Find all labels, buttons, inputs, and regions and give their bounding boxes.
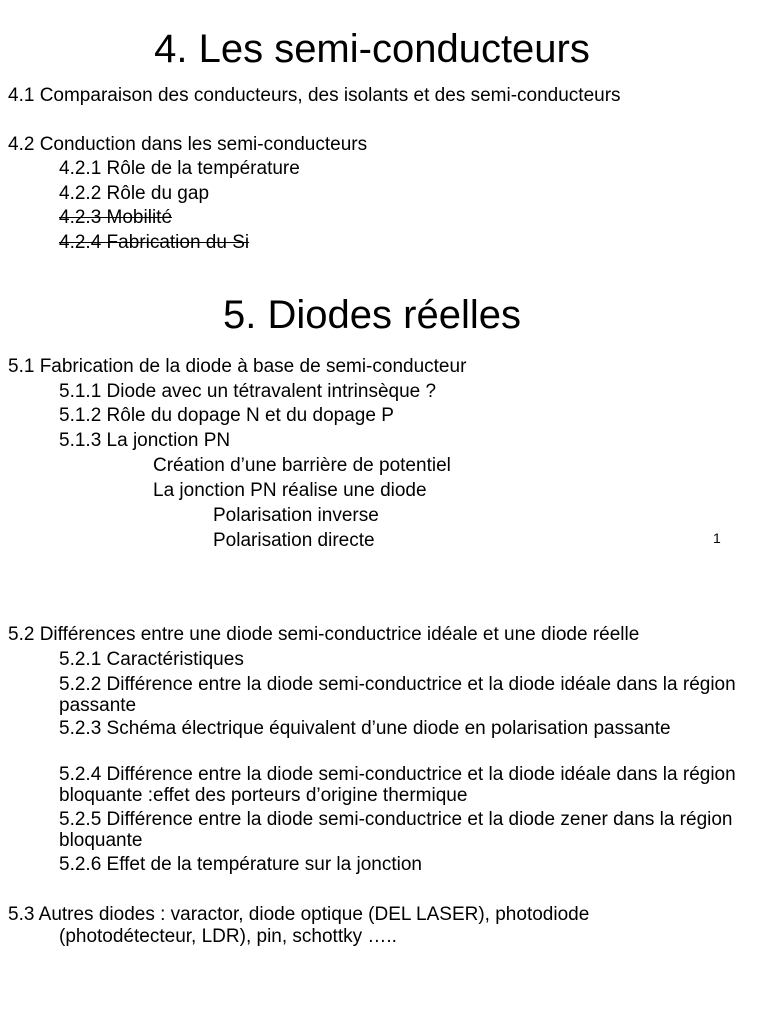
item-5-1-1: 5.1.1 Diode avec un tétravalent intrinsèque ?	[59, 381, 437, 402]
item-4-1: 4.1 Comparaison des conducteurs, des isolants et des semi-conducteurs	[8, 85, 621, 106]
item-4-2-4: 4.2.4 Fabrication du Si	[59, 232, 250, 253]
item-creation-barriere: Création d’une barrière de potentiel	[153, 455, 451, 476]
item-5-1-3: 5.1.3 La jonction PN	[59, 430, 231, 451]
item-5-2-2: 5.2.2 Différence entre la diode semi-conductrice et la diode idéale dans la région passante	[59, 674, 736, 716]
item-5-1-2: 5.1.2 Rôle du dopage N et du dopage P	[59, 405, 394, 426]
item-5-1: 5.1 Fabrication de la diode à base de semi-conducteur	[8, 356, 467, 377]
item-4-2-1: 4.2.1 Rôle de la température	[59, 158, 300, 179]
item-5-2-1: 5.2.1 Caractéristiques	[59, 649, 244, 670]
item-5-2-5: 5.2.5 Différence entre la diode semi-conductrice et la diode zener dans la région bloquante	[59, 809, 733, 851]
section-4-title: 4. Les semi-conducteurs	[154, 27, 590, 71]
item-4-2: 4.2 Conduction dans les semi-conducteurs	[8, 134, 368, 155]
item-4-2-3: 4.2.3 Mobilité	[59, 207, 173, 228]
item-5-2: 5.2 Différences entre une diode semi-conductrice idéale et une diode réelle	[8, 624, 640, 645]
item-polarisation-directe: Polarisation directe	[213, 530, 375, 551]
item-jonction-diode: La jonction PN réalise une diode	[153, 480, 427, 501]
item-5-2-4: 5.2.4 Différence entre la diode semi-conductrice et la diode idéale dans la région bloquante :effet des porteurs d’origine thermique	[59, 764, 736, 806]
section-5-title: 5. Diodes réelles	[223, 293, 521, 337]
item-5-2-3: 5.2.3 Schéma électrique équivalent d’une diode en polarisation passante	[59, 718, 671, 739]
page-number: 1	[713, 530, 721, 546]
item-5-2-6: 5.2.6 Effet de la température sur la jonction	[59, 854, 422, 875]
item-polarisation-inverse: Polarisation inverse	[213, 505, 379, 526]
item-4-2-2: 4.2.2 Rôle du gap	[59, 183, 210, 204]
item-5-3: 5.3 Autres diodes : varactor, diode optique (DEL LASER), photodiode	[8, 904, 590, 925]
item-5-3-continued: (photodétecteur, LDR), pin, schottky …..	[59, 926, 397, 947]
